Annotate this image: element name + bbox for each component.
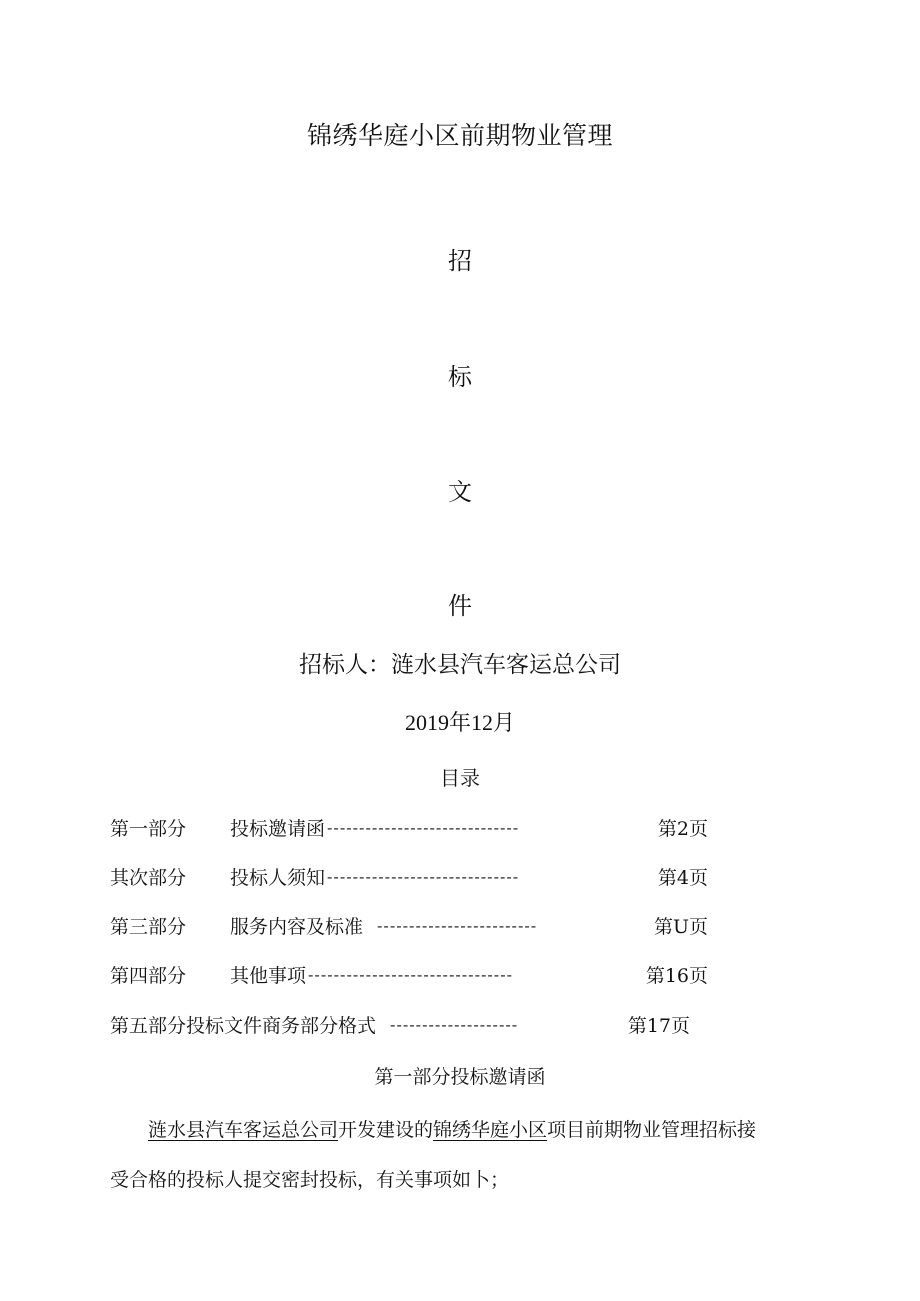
doc-type-char-3: 文 — [448, 478, 472, 506]
toc-title: 服务内容及标准 — [230, 915, 364, 938]
toc-leader: ------------------------------ — [327, 817, 520, 837]
toc-part: 第五部分 — [110, 1014, 187, 1037]
toc-item — [110, 1009, 690, 1039]
toc-title: 投标邀请函 — [230, 817, 326, 840]
project-name: 锦绣华庭小区 — [433, 1119, 548, 1141]
toc-page: 第17页 — [627, 1014, 690, 1037]
document-title: 锦绣华庭小区前期物业管理 — [306, 121, 613, 150]
section-heading: 第一部分投标邀请函 — [374, 1066, 546, 1088]
paragraph-text: 项目前期物业管理招标接受合格的投标人提交密封投标，有关事项如卜； — [110, 1119, 757, 1191]
toc-part: 第三部分 — [110, 915, 187, 938]
toc-leader: ------------------------------ — [327, 866, 520, 886]
paragraph-text: 开发建设的 — [338, 1119, 434, 1141]
toc-title: 其他事项 — [230, 964, 307, 987]
toc-leader: ------------------------- — [377, 915, 538, 935]
toc-heading: 目录 — [440, 766, 480, 790]
toc-page: 第16页 — [645, 964, 708, 987]
toc-item — [110, 861, 708, 891]
toc-item — [110, 812, 708, 842]
doc-type-char-1: 招 — [448, 247, 472, 275]
doc-type-char-4: 件 — [448, 592, 472, 620]
doc-type-char-2: 标 — [448, 363, 472, 391]
toc-page: 第U页 — [653, 915, 708, 938]
toc-part: 其次部分 — [110, 866, 187, 889]
toc-leader: -------------------------------- — [308, 964, 514, 984]
toc-page: 第4页 — [657, 866, 708, 889]
issue-date: 2019年12月 — [404, 710, 515, 735]
invitation-paragraph — [110, 1105, 765, 1205]
toc-title: 投标文件商务部分格式 — [186, 1014, 377, 1037]
issuer-line: 招标人：涟水县汽车客运总公司 — [299, 652, 621, 678]
toc-item — [110, 959, 708, 989]
toc-item — [110, 910, 708, 940]
toc-page: 第2页 — [657, 817, 708, 840]
toc-leader: -------------------- — [390, 1014, 519, 1034]
toc-title: 投标人须知 — [230, 866, 326, 889]
company-name: 涟水县汽车客运总公司 — [148, 1119, 339, 1141]
toc-part: 第四部分 — [110, 964, 187, 987]
toc-part: 第一部分 — [110, 817, 187, 840]
